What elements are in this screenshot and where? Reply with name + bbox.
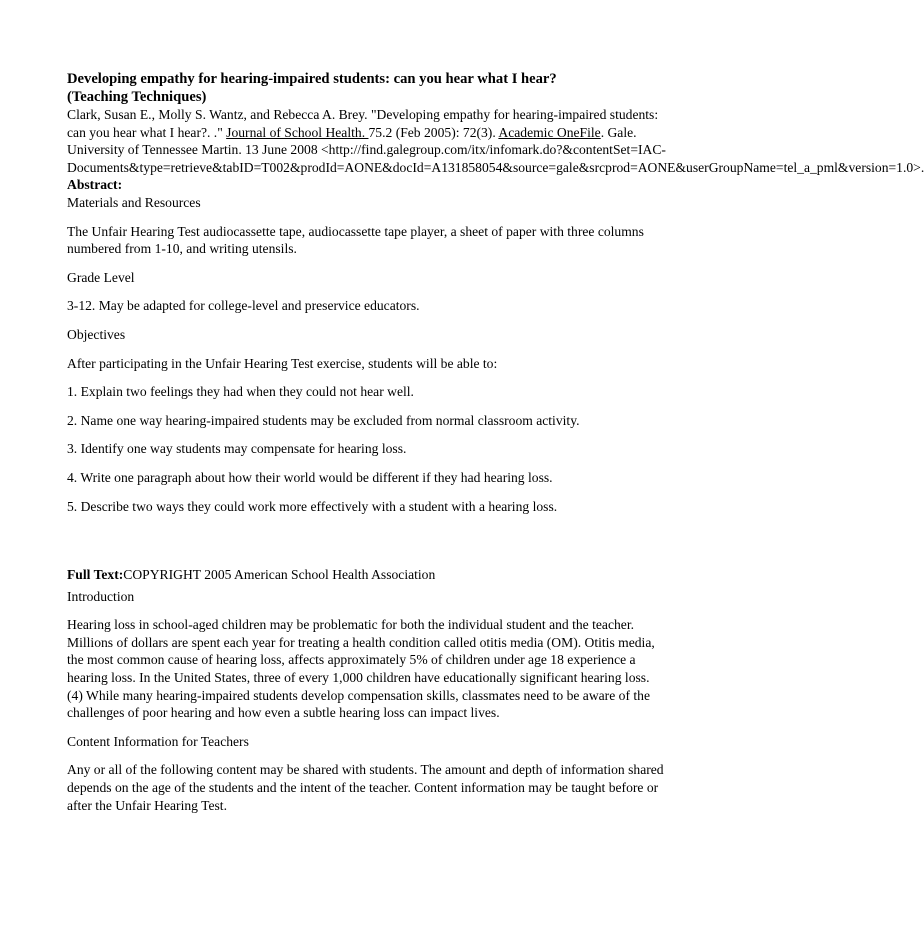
abstract-paragraph: The Unfair Hearing Test audiocassette tape, audiocassette tape player, a sheet of paper with three columns numbered from 1-10, and writing utensils. xyxy=(67,223,644,257)
abstract-heading-grade: Grade Level xyxy=(67,269,135,285)
abstract-label: Abstract: xyxy=(67,177,123,193)
title-line-2: (Teaching Techniques) xyxy=(67,89,207,105)
copyright-text: COPYRIGHT 2005 American School Health Association xyxy=(123,567,436,583)
title-line-1: Developing empathy for hearing-impaired students: can you hear what I hear? xyxy=(67,71,557,87)
objective-item: 1. Explain two feelings they had when they could not hear well. xyxy=(67,384,414,400)
objective-item: 5. Describe two ways they could work more effectively with a student with a hearing loss. xyxy=(67,498,558,514)
citation-authors: Clark, Susan E., Molly S. Wantz, and Rebecca A. Brey. "Developing empathy for hearing-impaired students: can you hear what I hear?. ." xyxy=(67,107,659,140)
abstract-paragraph: After participating in the Unfair Hearing Test exercise, students will be able to: xyxy=(67,355,498,371)
section-spacer xyxy=(67,526,667,566)
abstract-heading-objectives: Objectives xyxy=(67,326,126,342)
citation-volume: 75.2 (Feb 2005): 72(3). xyxy=(368,124,499,140)
objective-item: 3. Identify one way students may compensate for hearing loss. xyxy=(67,441,407,457)
fulltext-heading-introduction: Introduction xyxy=(67,588,135,604)
abstract-heading-materials: Materials and Resources xyxy=(67,194,201,210)
citation xyxy=(67,106,924,176)
fulltext-label: Full Text: xyxy=(67,567,124,583)
database-link[interactable]: Academic OneFile xyxy=(498,124,601,140)
abstract-paragraph: 3-12. May be adapted for college-level and preservice educators. xyxy=(67,298,420,314)
journal-link[interactable]: Journal of School Health. xyxy=(226,124,369,140)
document-page xyxy=(67,70,924,825)
objective-item: 2. Name one way hearing-impaired students may be excluded from normal classroom activity. xyxy=(67,412,580,428)
objective-item: 4. Write one paragraph about how their world would be different if they had hearing loss. xyxy=(67,469,553,485)
fulltext-paragraph: Hearing loss in school-aged children may be problematic for both the individual student and the teacher. Millions of dollars are spent each year for treating a health condition called otitis media (OM). Otitis media, the most common cause of hearing loss, affects approximately 5% of children under age 18 experience a hearing loss. In the United States, three of every 1,000 children have educationally significant hearing loss. (4) While many hearing-impaired students develop compensation skills, classmates need to be aware of the challenges of poor hearing and how even a subtle hearing loss can impact lives. xyxy=(67,617,655,721)
fulltext-heading-content-info: Content Information for Teachers xyxy=(67,733,249,749)
article-title xyxy=(67,70,667,106)
citation-url: . Gale. University of Tennessee Martin. 13 June 2008 <http://find.galegroup.com/itx/infomark.do?&contentSet=IAC-Documents&type=retrieve&tabID=T002&prodId=AONE&docId=A131858054&source=gale&srcprod=AONE&userGroupName=tel_a_pml&version=1.0>. xyxy=(67,124,924,175)
fulltext-header xyxy=(67,566,667,584)
fulltext-paragraph: Any or all of the following content may be shared with students. The amount and depth of information shared depends on the age of the students and the intent of the teacher. Content information may be taught before or after the Unfair Hearing Test. xyxy=(67,762,664,813)
